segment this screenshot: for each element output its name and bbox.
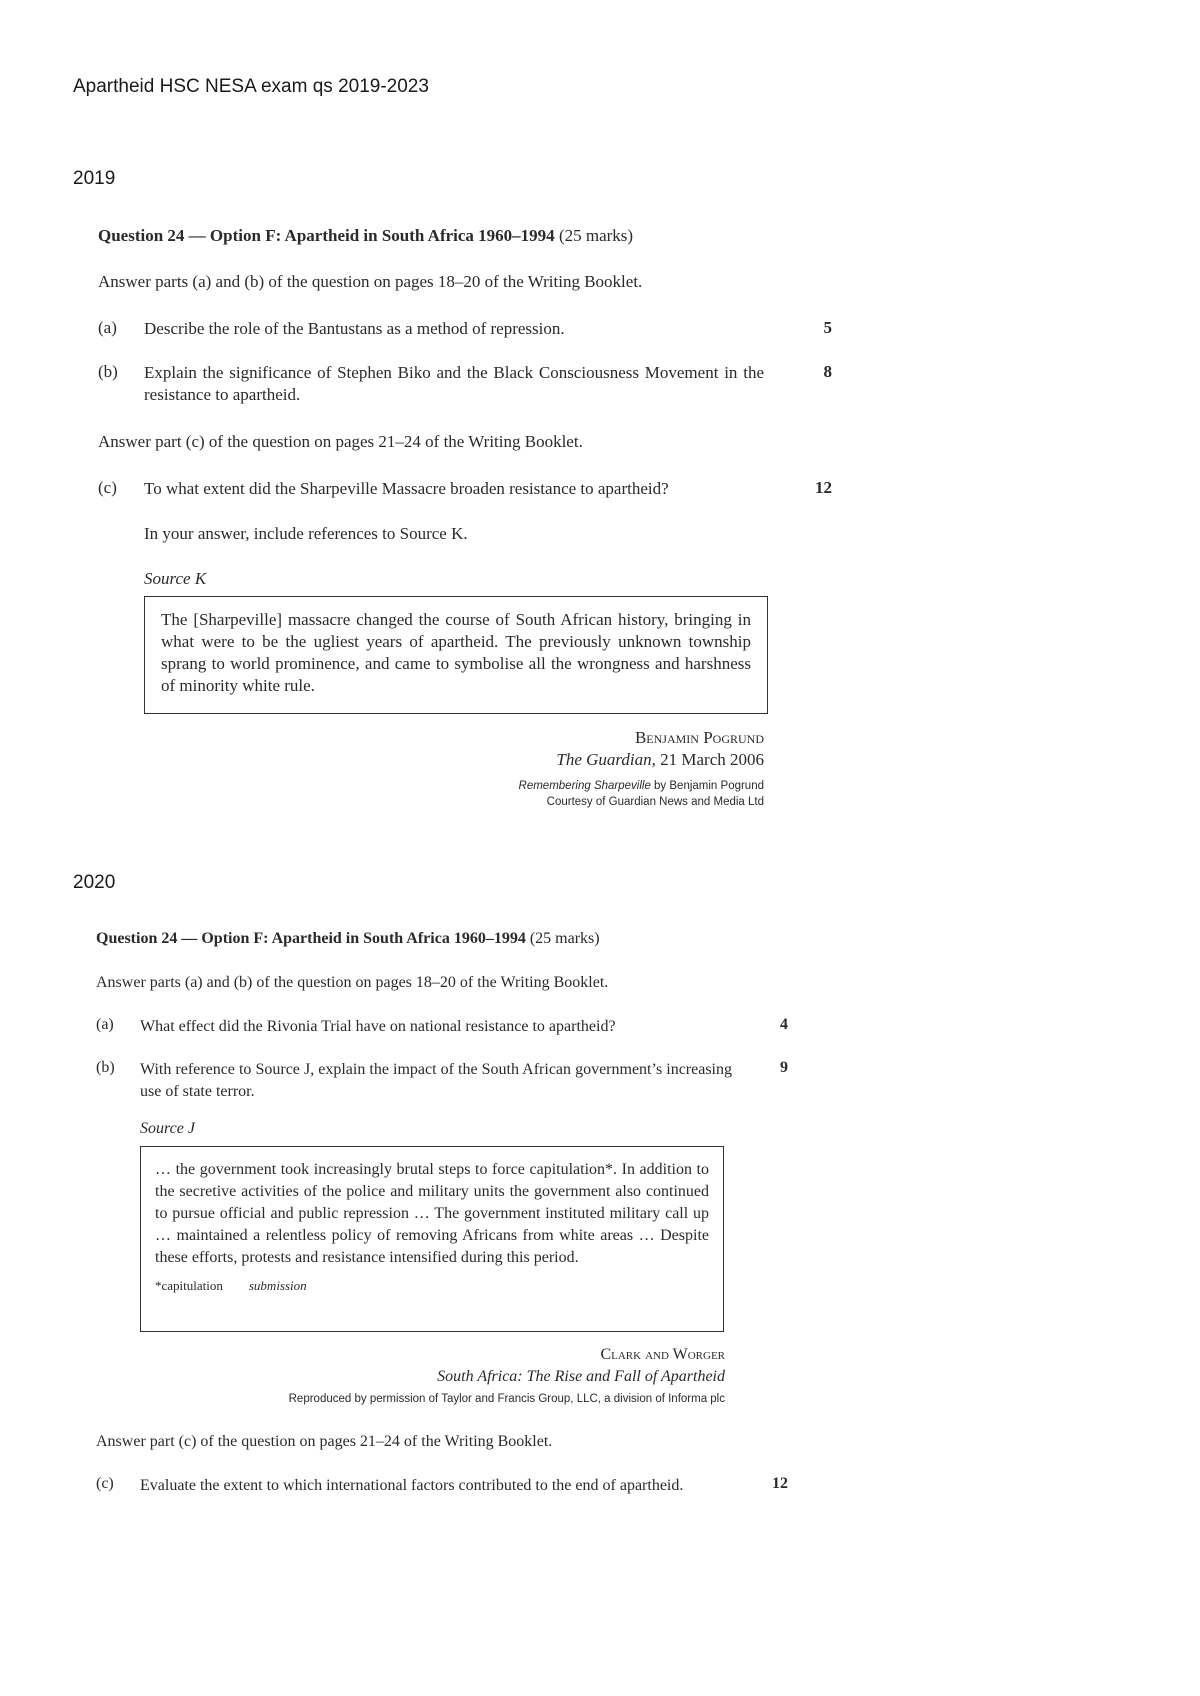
- part-b-marks: 8: [823, 362, 832, 381]
- instruction-part-c: Answer part (c) of the question on pages 21–24 of the Writing Booklet.: [96, 1433, 553, 1450]
- source-quote-box: [140, 1146, 724, 1332]
- instruction-part-c: Answer part (c) of the question on pages 21–24 of the Writing Booklet.: [98, 432, 583, 451]
- part-a-text: What effect did the Rivonia Trial have on national resistance to apartheid?: [140, 1018, 616, 1035]
- part-a-letter: (a): [98, 318, 117, 337]
- instruction-parts-ab: Answer parts (a) and (b) of the question on pages 18–20 of the Writing Booklet.: [96, 974, 609, 991]
- part-a-marks: 4: [780, 1016, 788, 1033]
- source-credit-line-2: Courtesy of Guardian News and Media Ltd: [546, 796, 764, 808]
- source-label: Source J: [140, 1120, 195, 1137]
- source-credit-line: Reproduced by permission of Taylor and Francis Group, LLC, a division of Informa plc: [288, 1393, 725, 1405]
- question-heading: Question 24 — Option F: Apartheid in South Africa 1960–1994 (25 marks): [96, 930, 600, 947]
- part-b-letter: (b): [96, 1059, 115, 1076]
- part-b-letter: (b): [98, 362, 118, 381]
- part-c-text: To what extent did the Sharpeville Massacre broaden resistance to apartheid?: [144, 479, 669, 498]
- year-heading-2020: 2020: [73, 872, 116, 893]
- source-author: Clark and Worger: [600, 1346, 725, 1363]
- source-credit-line-1: Remembering Sharpeville by Benjamin Pogrund: [518, 780, 764, 792]
- part-c-letter: (c): [96, 1475, 114, 1492]
- instruction-parts-ab: Answer parts (a) and (b) of the question on pages 18–20 of the Writing Booklet.: [98, 272, 643, 291]
- source-footnote: *capitulation submission: [155, 1278, 307, 1293]
- include-references-note: In your answer, include references to Source K.: [144, 524, 468, 543]
- question-heading: Question 24 — Option F: Apartheid in South Africa 1960–1994 (25 marks): [98, 226, 634, 245]
- part-b-text: With reference to Source J, explain the impact of the South African government’s increasing use of state terror.: [140, 1061, 732, 1100]
- source-label: Source K: [144, 569, 207, 588]
- source-publication: The Guardian, 21 March 2006: [556, 750, 764, 769]
- part-c-marks: 12: [772, 1475, 788, 1492]
- part-a-letter: (a): [96, 1016, 114, 1033]
- part-c-text: Evaluate the extent to which international factors contributed to the end of apartheid.: [140, 1477, 684, 1494]
- document-title: Apartheid HSC NESA exam qs 2019-2023: [73, 76, 429, 97]
- source-quote-text: … the government took increasingly brutal steps to force capitulation*. In addition to the secretive activities of the police and military units the government also continued to pursue official and public repression … The government instituted military call up … maintained a relentless policy of removing Africans from white areas … Despite these efforts, protests and resistance intensified during this period.: [155, 1161, 709, 1266]
- part-a-marks: 5: [823, 318, 832, 337]
- year-heading-2019: 2019: [73, 168, 116, 189]
- part-a-text: Describe the role of the Bantustans as a method of repression.: [144, 319, 565, 338]
- part-b-marks: 9: [780, 1059, 788, 1076]
- source-quote-box: The [Sharpeville] massacre changed the course of South African history, bringing in what were to be the ugliest years of apartheid. The previously unknown township sprang to world prominence, and came to symbolise all the wrongness and harshness of minority white rule.: [144, 596, 768, 714]
- source-publication: South Africa: The Rise and Fall of Apartheid: [437, 1368, 725, 1385]
- part-b-text: Explain the significance of Stephen Biko and the Black Consciousness Movement in the resistance to apartheid.: [144, 363, 764, 404]
- source-author: Benjamin Pogrund: [634, 728, 764, 747]
- part-c-marks: 12: [815, 478, 832, 497]
- part-c-letter: (c): [98, 478, 117, 497]
